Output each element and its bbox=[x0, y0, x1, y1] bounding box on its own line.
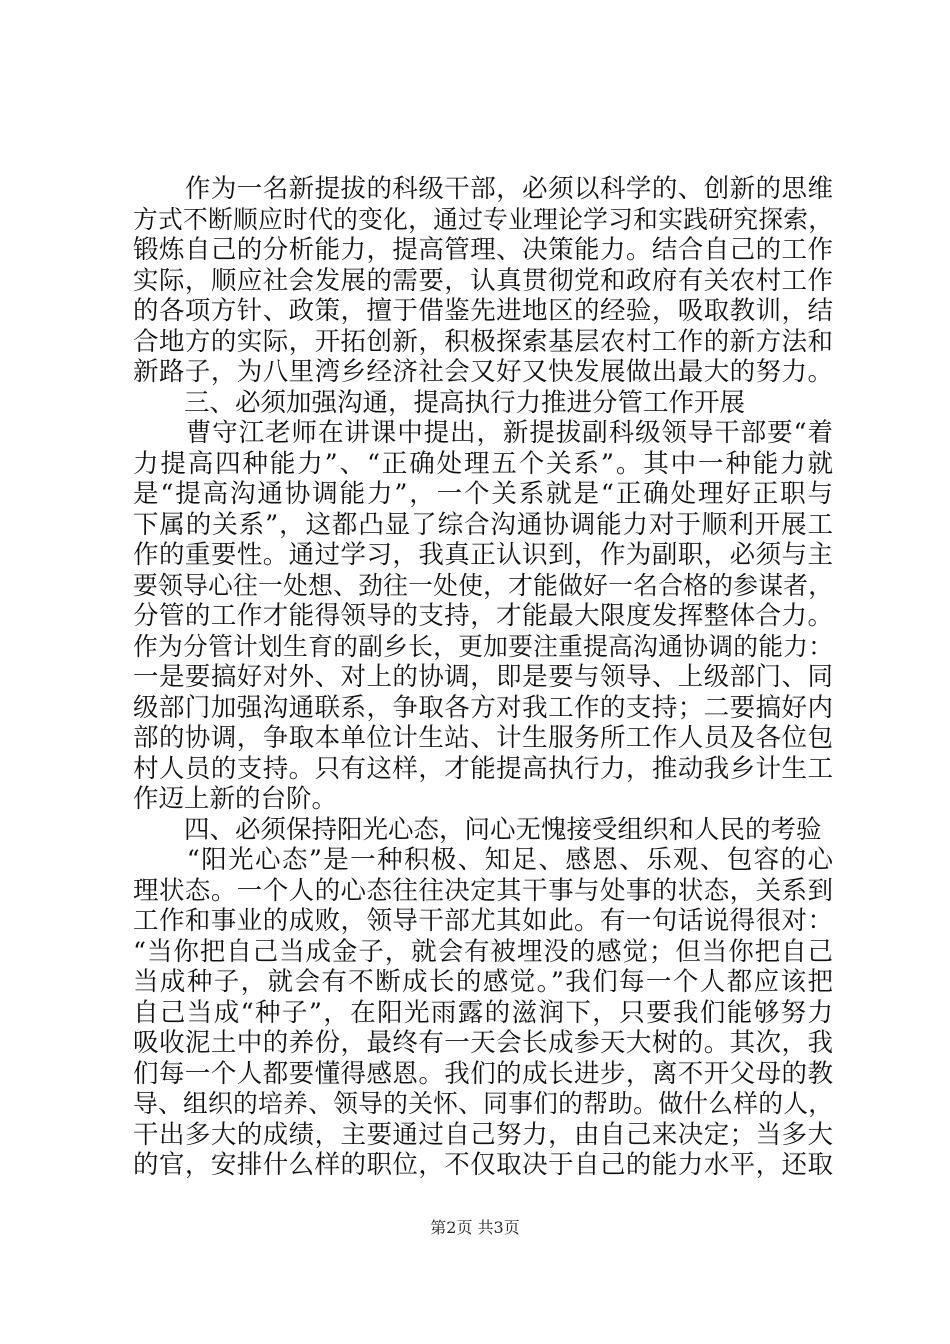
section-heading: 四、必须保持阳光心态，问心无愧接受组织和人民的考验 bbox=[133, 814, 822, 845]
text-line: 实际，顺应社会发展的需要，认真贯彻党和政府有关农村工作 bbox=[133, 265, 833, 296]
text-line: 作的重要性。通过学习，我真正认识到，作为副职，必须与主 bbox=[133, 540, 833, 570]
text-line: 分管的工作才能得领导的支持，才能最大限度发挥整体合力。 bbox=[133, 601, 833, 631]
text-line: 的各项方针、政策，擅于借鉴先进地区的经验，吸取教训，结 bbox=[133, 296, 833, 326]
text-line: 方式不断顺应时代的变化，通过专业理论学习和实践研究探索， bbox=[133, 204, 833, 234]
text-line: 们每一个人都要懂得感恩。我们的成长进步，离不开父母的教 bbox=[133, 1058, 833, 1089]
text-line-last: 作迈上新的台阶。 bbox=[133, 784, 338, 814]
text-line: 合地方的实际，开拓创新，积极探索基层农村工作的新方法和 bbox=[133, 326, 833, 357]
text-line: “阳光心态”是一种积极、知足、感恩、乐观、包容的心 bbox=[133, 845, 833, 875]
text-line: 级部门加强沟通联系，争取各方对我工作的支持；二要搞好内 bbox=[133, 692, 833, 723]
text-line: 村人员的支持。只有这样，才能提高执行力，推动我乡计生工 bbox=[133, 753, 833, 784]
section-heading: 三、必须加强沟通，提高执行力推进分管工作开展 bbox=[133, 387, 746, 418]
text-line: 新路子，为八里湾乡经济社会又好又快发展做出最大的努力。 bbox=[133, 357, 833, 387]
text-line: 吸收泥土中的养份，最终有一天会长成参天大树的。其次，我 bbox=[133, 1028, 833, 1058]
text-line: 力提高四种能力”、“正确处理五个关系”。其中一种能力就 bbox=[133, 448, 833, 479]
text-line: 自己当成“种子”，在阳光雨露的滋润下，只要我们能够努力 bbox=[133, 997, 833, 1028]
text-line: 一是要搞好对外、对上的协调，即是要与领导、上级部门、同 bbox=[133, 662, 833, 692]
text-line: 要领导心往一处想、劲往一处使，才能做好一名合格的参谋者， bbox=[133, 570, 833, 600]
text-line: 导、组织的培养、领导的关怀、同事们的帮助。做什么样的人， bbox=[133, 1089, 833, 1118]
text-line: 的官，安排什么样的职位，不仅取决于自己的能力水平，还取 bbox=[133, 1150, 833, 1180]
text-line: 锻炼自己的分析能力，提高管理、决策能力。结合自己的工作 bbox=[133, 235, 833, 265]
text-line: 是“提高沟通协调能力”，一个关系就是“正确处理好正职与 bbox=[133, 479, 833, 509]
text-line: 理状态。一个人的心态往往决定其干事与处事的状态，关系到 bbox=[133, 875, 833, 906]
text-line: “当你把自己当成金子，就会有被埋没的感觉；但当你把自己 bbox=[133, 936, 833, 967]
text-line: 工作和事业的成败，领导干部尤其如此。有一句话说得很对： bbox=[133, 906, 833, 936]
text-line: 当成种子，就会有不断成长的感觉。”我们每一个人都应该把 bbox=[133, 967, 833, 997]
text-line: 干出多大的成绩，主要通过自己努力，由自己来决定；当多大 bbox=[133, 1119, 833, 1150]
text-line: 作为一名新提拔的科级干部，必须以科学的、创新的思维 bbox=[133, 174, 833, 204]
text-line: 作为分管计划生育的副乡长，更加要注重提高沟通协调的能力： bbox=[133, 631, 833, 661]
text-line: 下属的关系”，这都凸显了综合沟通协调能力对于顺利开展工 bbox=[133, 509, 833, 540]
document-body bbox=[133, 174, 833, 1181]
page-number-footer: 第2页 共3页 bbox=[430, 1218, 520, 1237]
text-line: 曹守江老师在讲课中提出，新提拔副科级领导干部要“着 bbox=[133, 418, 833, 448]
text-line: 部的协调，争取本单位计生站、计生服务所工作人员及各位包 bbox=[133, 723, 833, 753]
